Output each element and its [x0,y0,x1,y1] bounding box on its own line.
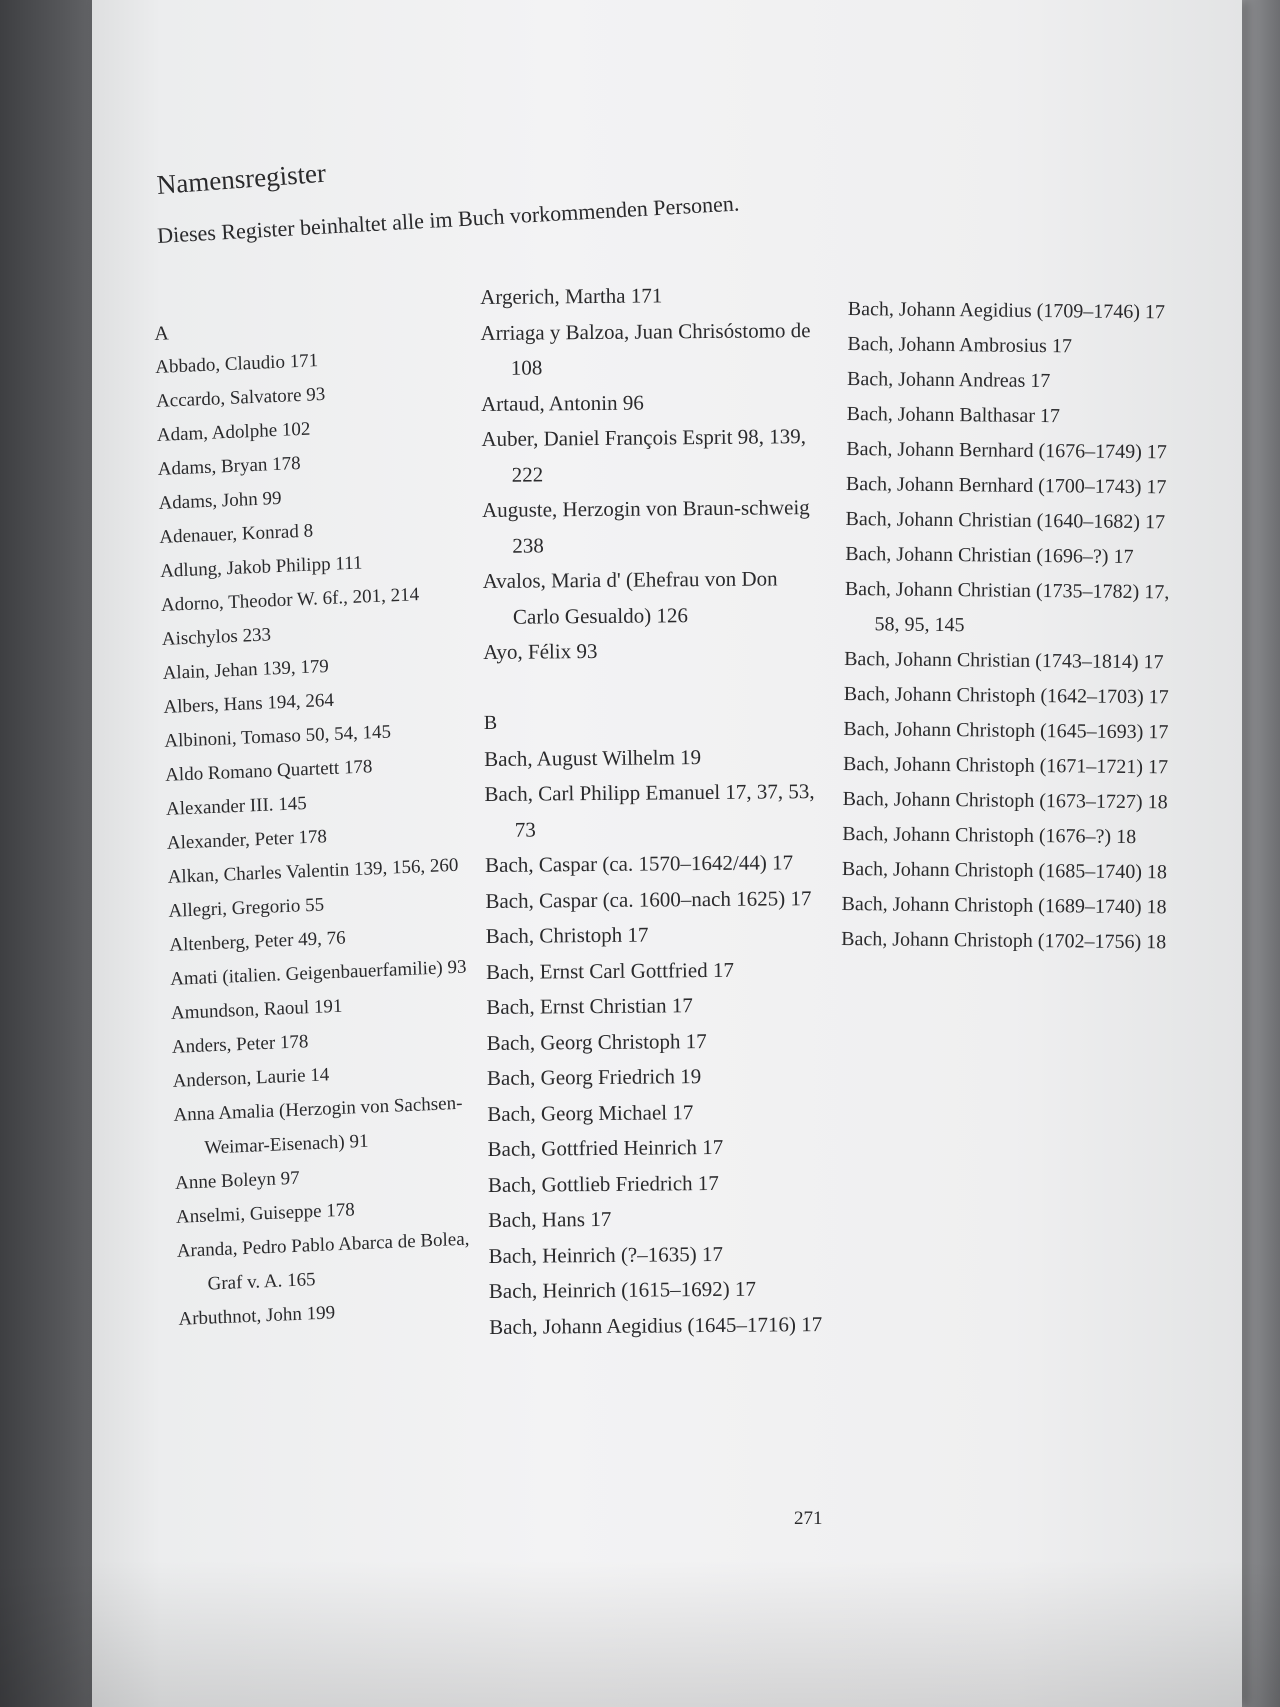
page-number: 271 [794,1508,823,1529]
index-entry: Aranda, Pedro Pablo Abarca de Bolea, Graf v. A. 165 [176,1228,470,1295]
index-entry: Bach, Johann Christoph (1645–1693) 17 [843,717,1169,744]
page-intro: Dieses Register beinhaltet alle im Buch vorkommenden Personen. [156,190,740,249]
page-heading: Namensregister [155,157,327,201]
index-entry: Anne Boleyn 97 [174,1167,300,1194]
index-entry: Bach, Georg Friedrich 19 [486,1064,702,1090]
index-entry: Auber, Daniel François Esprit 98, 139, 222 [481,424,807,487]
index-entry: Bach, Johann Christoph (1689–1740) 18 [841,892,1167,919]
index-entry: Amati (italien. Geigenbauerfamilie) 93 [169,956,467,990]
index-entry: Argerich, Martha 171 [480,283,663,309]
index-entry: Anselmi, Guiseppe 178 [175,1199,356,1228]
index-entry: Aischylos 233 [161,624,272,650]
index-entry: Bach, Johann Christian (1735–1782) 17, 58, 95, 145 [844,577,1170,637]
index-entry: Auguste, Herzogin von Braun-schweig 238 [481,495,810,558]
index-entry: Accardo, Salvatore 93 [155,383,326,412]
index-entry: Bach, Carl Philipp Emanuel 17, 37, 53, 73 [484,779,815,842]
index-entry: Bach, Hans 17 [488,1206,612,1232]
index-entry: Alexander III. 145 [165,793,308,820]
index-entry: Bach, Johann Christian (1696–?) 17 [845,542,1134,569]
index-entry: Bach, Gottfried Heinrich 17 [487,1134,724,1161]
index-entry: Bach, Johann Christian (1743–1814) 17 [844,647,1164,674]
index-entry: Bach, Georg Michael 17 [487,1099,694,1126]
index-entry: Avalos, Maria d' (Ehefrau von Don Carlo Gesualdo) 126 [482,566,778,629]
index-entry: Albinoni, Tomaso 50, 54, 145 [164,721,392,752]
index-entry: Ayo, Félix 93 [483,638,598,664]
index-entry: Anna Amalia (Herzogin von Sachsen-Weimar-Eisenach) 91 [173,1092,463,1159]
index-entry: Aldo Romano Quartett 178 [164,756,373,786]
section-gap [483,668,823,706]
index-entry: Bach, Johann Christoph (1685–1740) 18 [841,857,1168,884]
index-entry: Anderson, Laurie 14 [172,1064,330,1092]
index-entry: Bach, Johann Bernhard (1700–1743) 17 [845,472,1167,499]
index-entry: Adenauer, Konrad 8 [159,520,314,548]
index-entry: Bach, Ernst Christian 17 [486,993,693,1019]
index-entry: Bach, Caspar (ca. 1600–nach 1625) 17 [485,885,812,913]
index-entry: Artaud, Antonin 96 [480,390,644,416]
index-entry: Alain, Jehan 139, 179 [162,655,330,684]
index-entry: Bach, Caspar (ca. 1570–1642/44) 17 [485,850,794,877]
index-entry: Adams, Bryan 178 [157,452,301,480]
index-entry: Bach, Gottlieb Friedrich 17 [487,1170,719,1197]
index-entry: Bach, Heinrich (1615–1692) 17 [488,1276,757,1303]
index-entry: Abbado, Claudio 171 [154,350,319,378]
index-column-1 [154,304,479,1336]
index-entry: Alkan, Charles Valentin 139, 156, 260 [167,854,459,888]
index-entry: Bach, Georg Christoph 17 [486,1028,707,1055]
index-column-2 [480,277,829,1345]
index-entry: Bach, Johann Christoph (1642–1703) 17 [843,682,1169,709]
section-letter: A [154,322,170,345]
index-entry: Bach, Johann Christoph (1671–1721) 17 [842,752,1169,779]
index-entry: Bach, Johann Aegidius (1709–1746) 17 [847,297,1166,324]
index-entry: Bach, Johann Christoph (1702–1756) 18 [841,927,1167,954]
index-entry: Anders, Peter 178 [171,1031,309,1058]
index-entry: Alexander, Peter 178 [166,826,328,854]
index-entry: Adlung, Jakob Philipp 111 [159,552,363,582]
index-entry: Bach, Johann Christian (1640–1682) 17 [845,507,1166,534]
index-entry: Adam, Adolphe 102 [156,418,311,446]
index-entry: Bach, Johann Andreas 17 [846,367,1051,393]
index-entry: Bach, Johann Ambrosius 17 [847,332,1072,358]
index-entry: Amundson, Raoul 191 [170,995,343,1024]
index-entry: Bach, Johann Bernhard (1676–1749) 17 [846,437,1167,464]
section-letter: B [483,711,498,734]
index-entry: Bach, Christoph 17 [485,922,649,948]
index-entry: Adams, John 99 [158,487,282,514]
index-entry: Adorno, Theodor W. 6f., 201, 214 [160,584,420,616]
index-entry: Allegri, Gregorio 55 [168,894,325,922]
index-column-3 [841,292,1178,960]
index-entry: Bach, Heinrich (?–1635) 17 [488,1241,724,1268]
index-entry: Bach, Ernst Carl Gottfried 17 [485,957,734,984]
index-entry: Bach, Johann Christoph (1676–?) 18 [842,822,1137,849]
index-entry: Albers, Hans 194, 264 [163,689,335,718]
index-entry: Bach, August Wilhelm 19 [484,744,702,771]
index-entry: Altenberg, Peter 49, 76 [169,927,346,956]
index-entry: Arbuthnot, John 199 [178,1302,336,1330]
index-entry: Bach, Johann Balthasar 17 [846,402,1061,428]
index-entry: Bach, Johann Aegidius (1645–1716) 17 [489,1311,823,1339]
index-entry: Arriaga y Balzoa, Juan Chrisóstomo de 108 [480,317,811,380]
index-entry: Bach, Johann Christoph (1673–1727) 18 [842,787,1168,814]
